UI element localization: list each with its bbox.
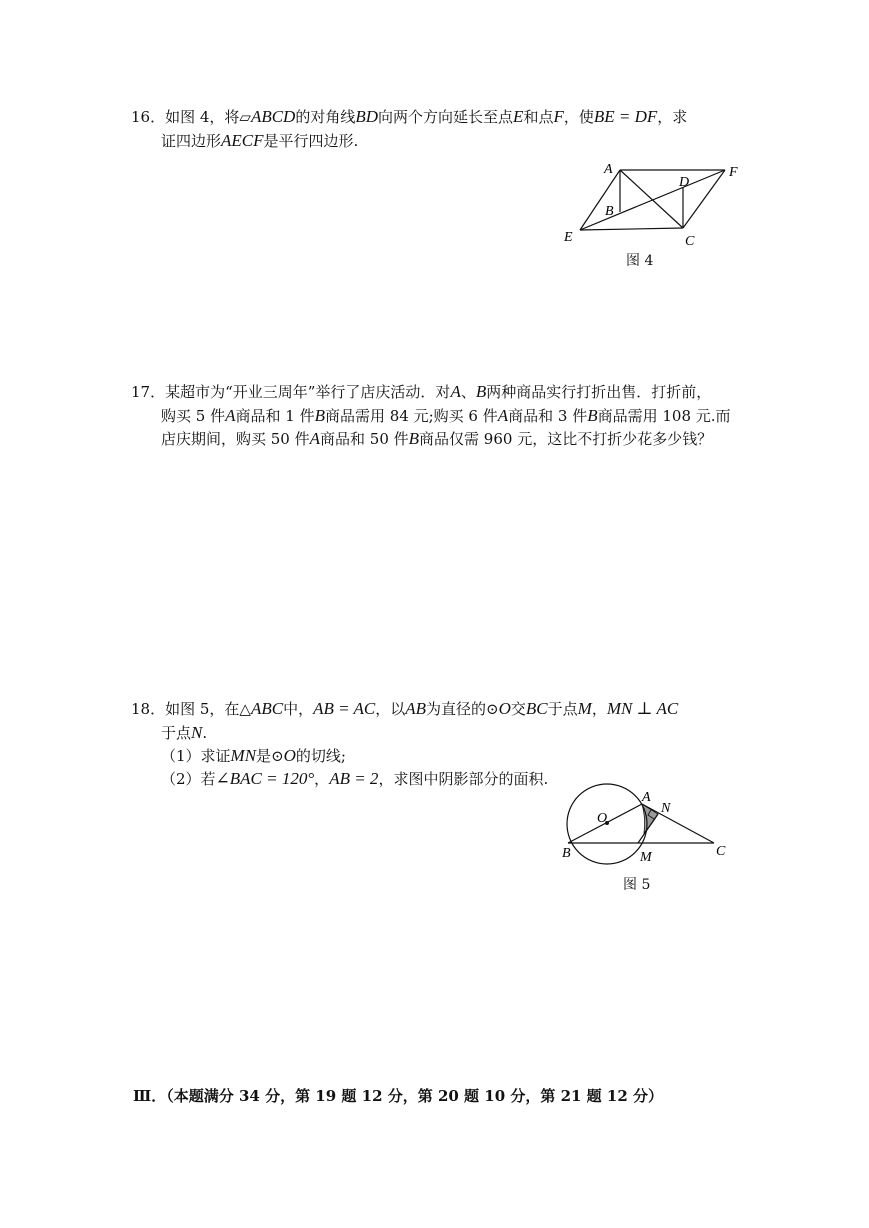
triangle-symbol: △ bbox=[239, 700, 251, 718]
q18-bc: BC bbox=[525, 699, 548, 718]
q18-abc: ABC bbox=[250, 699, 284, 718]
q16-text: 向两个方向延长至点 bbox=[378, 108, 514, 126]
q18-number: 18． bbox=[131, 700, 166, 718]
q18-equation: AB = AC bbox=[313, 699, 376, 718]
circle-symbol: ⊙ bbox=[486, 700, 499, 718]
q18-text: ，以 bbox=[375, 700, 406, 718]
label-e: E bbox=[564, 230, 573, 245]
figure-5-caption: 图 5 bbox=[623, 877, 651, 893]
q16-text: 如图 4，将 bbox=[165, 108, 240, 126]
q16-text: 是平行四边形. bbox=[263, 132, 359, 150]
q16-aecf: AECF bbox=[221, 131, 264, 150]
q17-a: A bbox=[450, 382, 461, 401]
q17-text: 商品仅需 960 元，这比不打折少花多少钱？ bbox=[419, 430, 713, 448]
q18-text: ， bbox=[591, 700, 607, 718]
q18-line-2 bbox=[161, 722, 207, 744]
q18-n: N bbox=[191, 723, 203, 742]
q17-a: A bbox=[225, 406, 236, 425]
q18-text: . bbox=[202, 724, 208, 742]
figure-5-circle-triangle bbox=[550, 780, 750, 870]
q17-text: 商品和 1 件 bbox=[235, 407, 315, 425]
q16-line-1 bbox=[131, 106, 687, 128]
q18-part-2 bbox=[161, 768, 548, 790]
q16-text: 的对角线 bbox=[295, 108, 356, 126]
q16-text: 证四边形 bbox=[161, 132, 222, 150]
q18-text: （2）若 bbox=[161, 770, 216, 788]
q18-text: ， bbox=[314, 770, 330, 788]
q16-line-2 bbox=[161, 130, 358, 152]
q17-b: B bbox=[475, 382, 487, 401]
q18-perpendicular: MN ⊥ AC bbox=[606, 699, 679, 718]
segment-ac bbox=[620, 170, 683, 228]
q17-text: 两种商品实行打折出售．打折前， bbox=[486, 383, 712, 401]
q17-text: 商品和 3 件 bbox=[508, 407, 588, 425]
q18-text: 为直径的 bbox=[426, 700, 487, 718]
q17-text: 购买 5 件 bbox=[161, 407, 226, 425]
q18-text: ，求图中阴影部分的面积. bbox=[378, 770, 549, 788]
q18-ab: AB bbox=[405, 699, 427, 718]
q18-mn: MN bbox=[230, 746, 257, 765]
label-f: F bbox=[729, 165, 738, 180]
label-b: B bbox=[605, 204, 614, 219]
q18-text: 如图 5，在 bbox=[165, 700, 240, 718]
q17-b: B bbox=[314, 406, 325, 425]
label-c: C bbox=[685, 234, 695, 249]
q17-text: 商品和 50 件 bbox=[320, 430, 409, 448]
segment-ce bbox=[580, 228, 683, 230]
section-3-heading: Ⅲ．（本题满分 34 分，第 19 题 12 分，第 20 题 10 分，第 21 题 12 分） bbox=[133, 1087, 663, 1105]
q17-number: 17． bbox=[131, 383, 166, 401]
circle-symbol: ⊙ bbox=[271, 747, 284, 765]
q17-text: 商品需用 108 元.而 bbox=[597, 407, 731, 425]
q16-text: ，求 bbox=[657, 108, 688, 126]
q18-angle: ∠BAC = 120° bbox=[215, 769, 315, 788]
q17-line-3 bbox=[161, 428, 712, 450]
figure-4-caption: 图 4 bbox=[626, 253, 654, 269]
label-b: B bbox=[562, 846, 571, 861]
q17-a: A bbox=[497, 406, 509, 425]
q18-o: O bbox=[283, 746, 296, 765]
q16-text: ，使 bbox=[563, 108, 594, 126]
label-m: M bbox=[640, 850, 652, 865]
q17-b: B bbox=[587, 406, 598, 425]
q16-bd: BD bbox=[355, 107, 379, 126]
q16-equation: BE = DF bbox=[593, 107, 658, 126]
q17-line-1 bbox=[131, 381, 711, 403]
label-o: O bbox=[597, 811, 608, 826]
q17-a: A bbox=[309, 429, 321, 448]
q18-text: 于点 bbox=[161, 724, 192, 742]
q18-text: 交 bbox=[510, 700, 526, 718]
q18-text: （1）求证 bbox=[161, 747, 231, 765]
label-c: C bbox=[716, 844, 726, 859]
q18-part-1 bbox=[161, 745, 346, 767]
q18-line-1 bbox=[131, 698, 678, 720]
figure-4-parallelogram bbox=[555, 155, 755, 255]
q17-text: 、 bbox=[460, 383, 476, 401]
label-a: A bbox=[642, 790, 651, 805]
q18-text: 的切线; bbox=[295, 747, 346, 765]
q18-o: O bbox=[498, 699, 511, 718]
segment-ea bbox=[580, 170, 620, 230]
q16-abcd: ABCD bbox=[250, 107, 296, 126]
q17-text: 某超市为“开业三周年”举行了店庆活动．对 bbox=[165, 383, 451, 401]
q18-text: 于点 bbox=[547, 700, 578, 718]
label-n: N bbox=[661, 801, 671, 816]
q16-f: F bbox=[553, 107, 564, 126]
q16-e: E bbox=[513, 107, 524, 126]
q17-text: 店庆期间，购买 50 件 bbox=[161, 430, 310, 448]
q17-line-2 bbox=[161, 405, 731, 427]
segment-ac bbox=[642, 804, 714, 843]
q18-text: 是 bbox=[256, 747, 272, 765]
parallelogram-symbol: ▱ bbox=[239, 108, 251, 126]
q16-number: 16． bbox=[131, 108, 166, 126]
q17-text: 商品需用 84 元;购买 6 件 bbox=[324, 407, 498, 425]
q18-m: M bbox=[577, 699, 592, 718]
label-a: A bbox=[604, 162, 613, 177]
q17-b: B bbox=[408, 429, 420, 448]
q18-text: 中， bbox=[283, 700, 314, 718]
q16-text: 和点 bbox=[523, 108, 554, 126]
q18-ab-value: AB = 2 bbox=[329, 769, 379, 788]
label-d: D bbox=[679, 175, 690, 190]
